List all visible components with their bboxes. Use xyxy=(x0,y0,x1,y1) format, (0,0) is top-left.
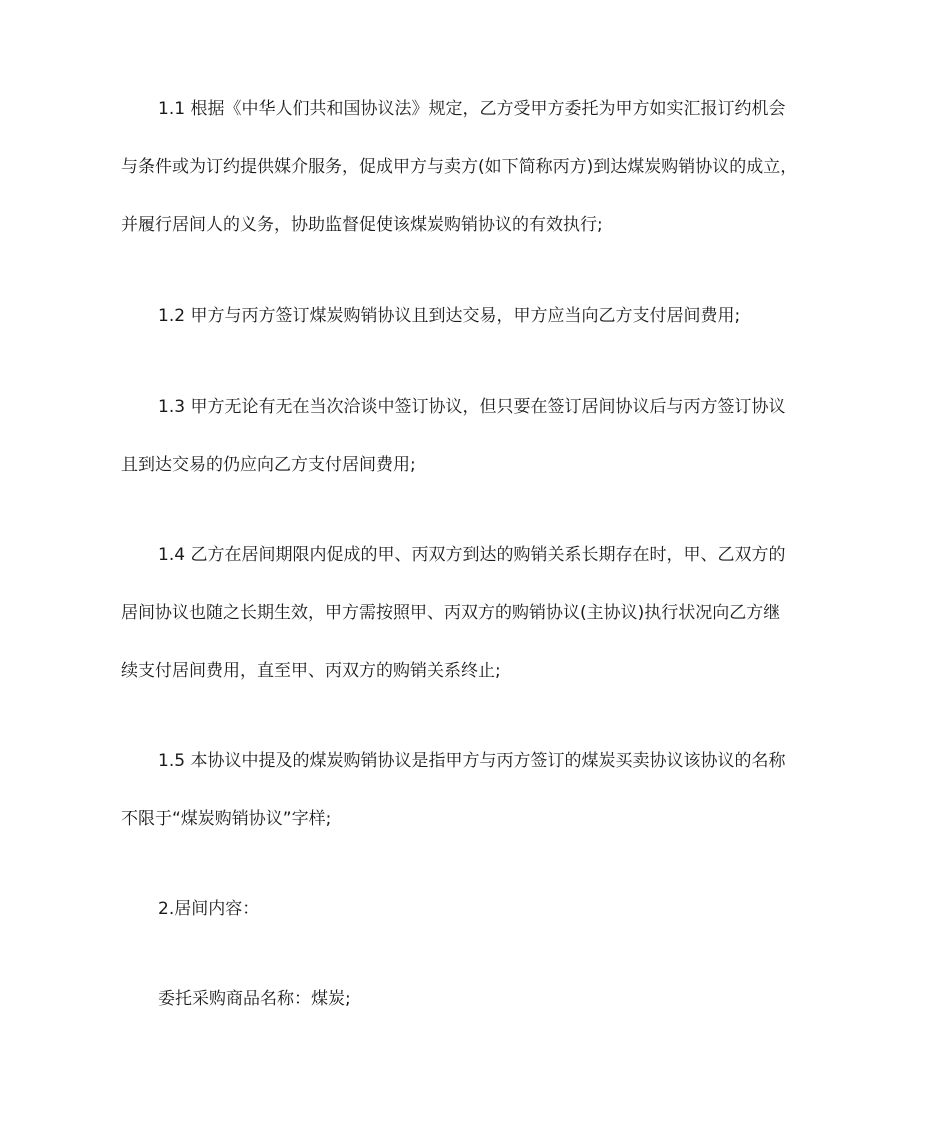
clause-1-5-line-2: 不限于“煤炭购销协议”字样; xyxy=(121,809,332,829)
clause-1-4-line-3: 续支付居间费用，直至甲、丙双方的购销关系终止; xyxy=(121,661,501,681)
section-2-heading: 2.居间内容： xyxy=(158,899,260,919)
clause-1-1-line-3: 并履行居间人的义务，协助监督促使该煤炭购销协议的有效执行; xyxy=(121,215,603,235)
clause-1-4-line-2: 居间协议也随之长期生效，甲方需按照甲、丙双方的购销协议(主协议)执行状况向乙方继 xyxy=(121,603,781,623)
clause-1-1-line-1: 1.1 根据《中华人们共和国协议法》规定，乙方受甲方委托为甲方如实汇报订约机会 xyxy=(158,99,786,119)
clause-1-5-line-1: 1.5 本协议中提及的煤炭购销协议是指甲方与丙方签订的煤炭买卖协议该协议的名称 xyxy=(158,751,786,771)
clause-1-2-line-1: 1.2 甲方与丙方签订煤炭购销协议且到达交易，甲方应当向乙方支付居间费用; xyxy=(158,306,741,326)
clause-1-3-line-2: 且到达交易的仍应向乙方支付居间费用; xyxy=(121,455,416,475)
commodity-name-line: 委托采购商品名称：煤炭; xyxy=(158,989,351,1009)
clause-1-3-line-1: 1.3 甲方无论有无在当次洽谈中签订协议，但只要在签订居间协议后与丙方签订协议 xyxy=(158,397,786,417)
clause-1-4-line-1: 1.4 乙方在居间期限内促成的甲、丙双方到达的购销关系长期存在时，甲、乙双方的 xyxy=(158,545,786,565)
clause-1-1-line-2: 与条件或为订约提供媒介服务，促成甲方与卖方(如下简称丙方)到达煤炭购销协议的成立， xyxy=(121,157,798,177)
